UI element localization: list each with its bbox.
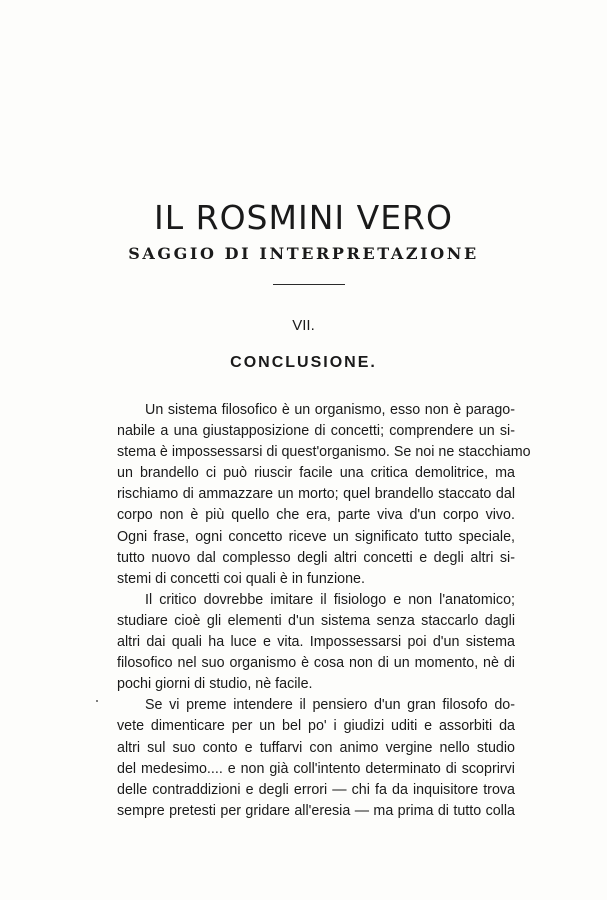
text-line: Ogni frase, ogni concetto riceve un significato tutto speciale, xyxy=(117,528,515,545)
section-number: VII. xyxy=(292,317,315,334)
text-line: sempre pretesti per gridare all'eresia — ma prima di tutto colla xyxy=(117,802,515,819)
text-line: filosofico nel suo organismo è cosa non di un momento, nè di xyxy=(117,655,515,672)
title-divider xyxy=(273,284,345,285)
text-line: pochi giorni di studio, nè facile. xyxy=(117,676,313,693)
text-line: Un sistema filosofico è un organismo, esso non è parago- xyxy=(145,402,515,418)
text-line: tutto nuovo dal complesso degli altri concetti e degli altri si- xyxy=(117,549,515,566)
text-line: Il critico dovrebbe imitare il fisiologo e non l'anatomico; xyxy=(145,591,515,608)
margin-speck xyxy=(96,700,98,702)
text-line: delle contraddizioni e degli errori — chi fa da inquisitore trova xyxy=(117,781,515,798)
text-line: del medesimo.... e non già coll'intento determinato di scoprirvi xyxy=(117,760,515,777)
text-line: vete dimenticare per un bel po' i giudizi uditi e assorbiti da xyxy=(117,718,515,735)
text-line: altri dai quali ha luce e vita. Impossessarsi poi d'un sistema xyxy=(117,634,515,651)
text-line: nabile a una giustapposizione di concetti; comprendere un si- xyxy=(117,423,515,440)
text-line: stema è impossessarsi di quest'organismo. Se noi ne stacchiamo xyxy=(117,444,531,461)
page-title: IL ROSMINI VERO xyxy=(154,198,453,237)
text-line: altri sul suo conto e tuffarvi con animo vergine nello studio xyxy=(117,739,515,756)
text-line: rischiamo di ammazzare un morto; quel brandello staccato dal xyxy=(117,486,515,503)
text-line: Se vi preme intendere il pensiero d'un gran filosofo do- xyxy=(145,697,515,714)
text-line: studiare cioè gli elementi d'un sistema senza staccarlo dagli xyxy=(117,612,515,629)
section-title: CONCLUSIONE. xyxy=(230,354,377,371)
page-subtitle: SAGGIO DI INTERPRETAZIONE xyxy=(128,244,479,263)
body-text xyxy=(117,400,531,822)
text-line: un brandello ci può riuscir facile una critica demolitrice, ma xyxy=(117,465,515,482)
text-line: corpo non è più quello che era, parte viva d'un corpo vivo. xyxy=(117,507,515,524)
text-line: stemi di concetti coi quali è in funzione. xyxy=(117,570,365,587)
